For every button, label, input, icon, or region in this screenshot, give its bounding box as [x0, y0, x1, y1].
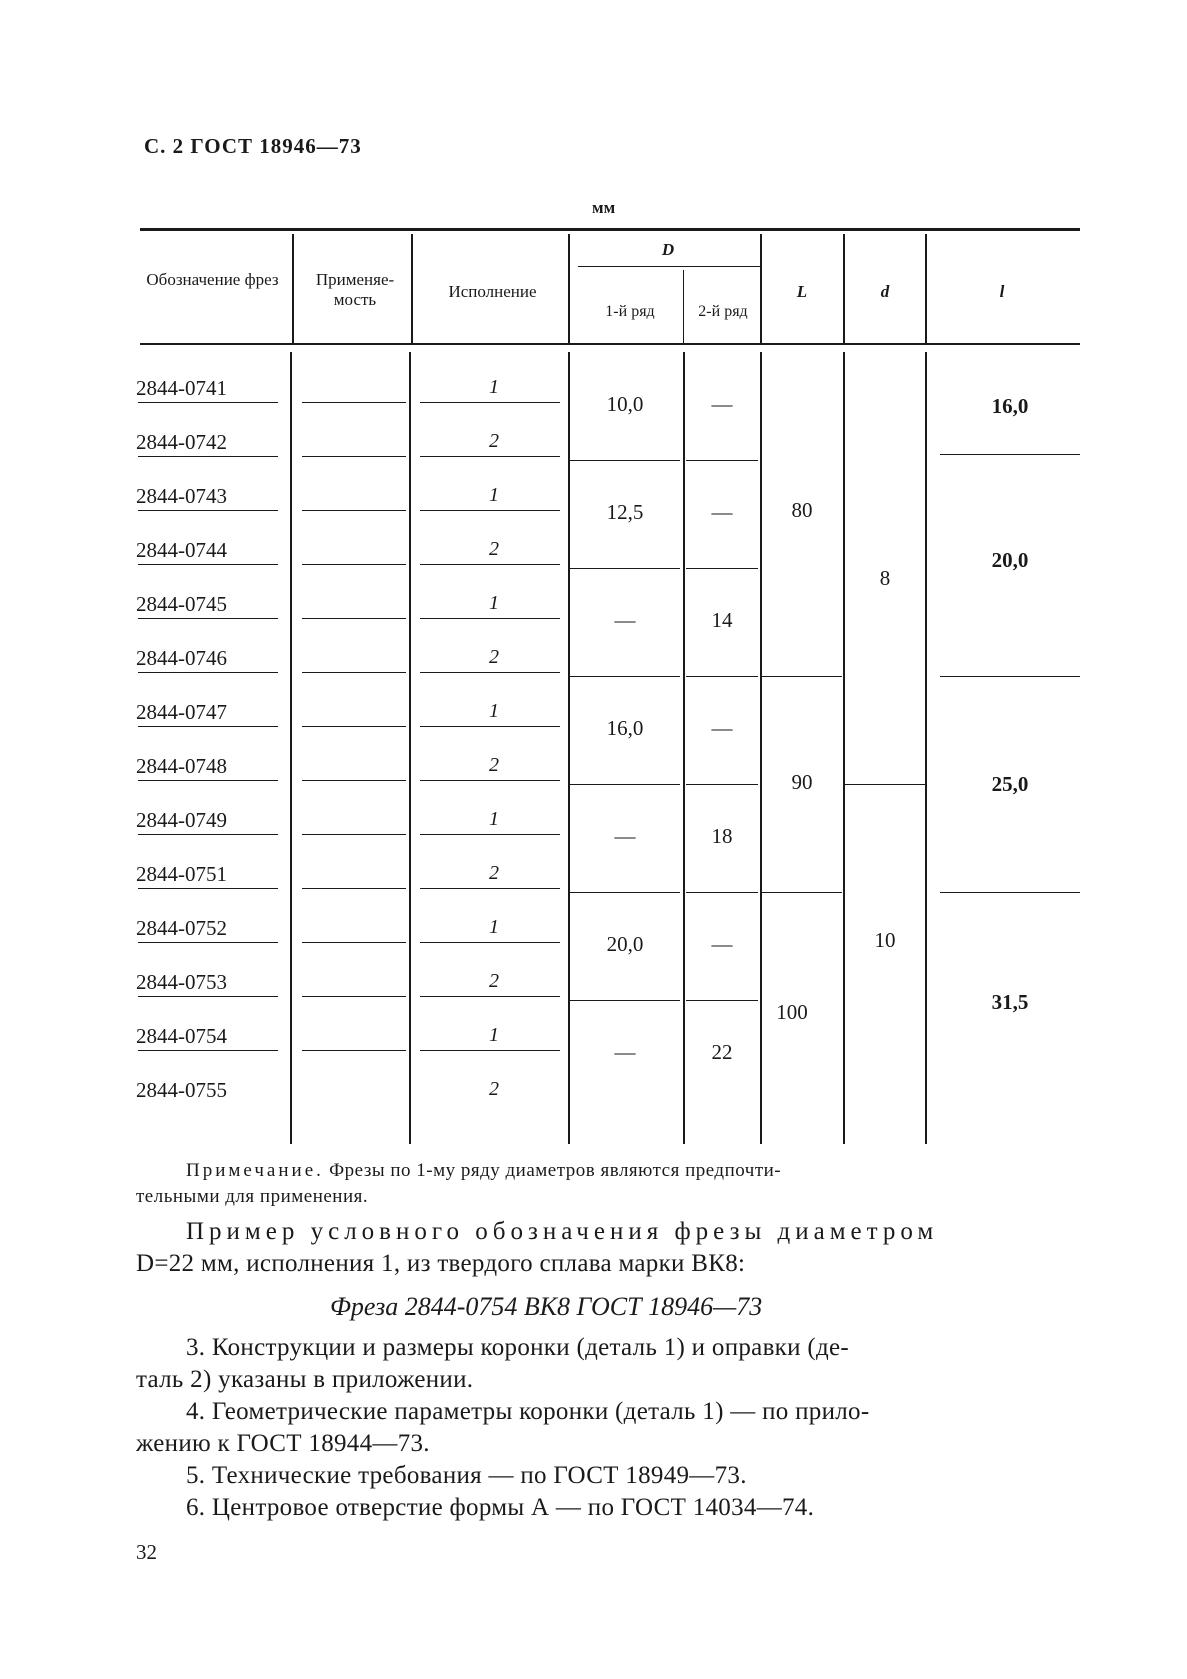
row-underline	[138, 1050, 278, 1051]
col-sep	[411, 234, 413, 343]
L-rule	[762, 676, 842, 677]
item-5: 5. Технические требования — по ГОСТ 18949—73.	[186, 1462, 747, 1489]
execution-cell: 2	[489, 970, 499, 992]
item-4-cont: жению к ГОСТ 18944—73.	[136, 1430, 430, 1457]
row-underline	[420, 672, 560, 673]
designation-cell: 2844-0747	[136, 700, 227, 724]
d-cell: 10	[874, 928, 896, 952]
col-sep	[568, 234, 570, 343]
row-underline	[138, 726, 278, 727]
l-rule	[940, 892, 1080, 893]
row-underline	[138, 834, 278, 835]
d2-cell: —	[711, 500, 733, 524]
d1-cell: 16,0	[606, 716, 644, 740]
d2-rule	[686, 892, 758, 893]
row-underline	[138, 996, 278, 997]
d1-cell: 12,5	[606, 500, 644, 524]
execution-cell: 1	[489, 808, 499, 830]
d1-cell: 20,0	[606, 932, 644, 956]
item-6: 6. Центровое отверстие формы А — по ГОСТ 14034—74.	[186, 1494, 815, 1521]
row-underline	[138, 888, 278, 889]
designation-cell: 2844-0744	[136, 538, 227, 562]
row-underline	[420, 780, 560, 781]
d1-cell: —	[614, 824, 636, 848]
col-header-execution: Исполнение	[448, 282, 537, 301]
example-intro: Пример условного обозначения фрезы диаметром	[186, 1218, 939, 1245]
d2-cell: —	[711, 716, 733, 740]
d1-rule	[570, 1000, 680, 1001]
col-header-designation: Обозначение фрез	[146, 270, 279, 289]
row-underline	[420, 834, 560, 835]
row-underline	[420, 564, 560, 565]
row-underline	[302, 618, 406, 619]
row-underline	[138, 780, 278, 781]
example-designation: Фреза 2844-0754 ВК8 ГОСТ 18946—73	[330, 1292, 763, 1321]
row-underline	[302, 996, 406, 997]
execution-cell: 1	[489, 592, 499, 614]
l-rule	[940, 676, 1080, 677]
col-header-L: L	[796, 282, 808, 301]
d1-rule	[570, 892, 680, 893]
page-number: 32	[136, 1540, 157, 1564]
l-cell: 16,0	[991, 394, 1029, 418]
row-underline	[138, 618, 278, 619]
execution-cell: 1	[489, 700, 499, 722]
execution-cell: 2	[489, 754, 499, 776]
row-underline	[302, 780, 406, 781]
col-sep	[290, 352, 292, 1144]
table-header-rule	[140, 343, 1080, 345]
col-header-D-row2: 2-й ряд	[698, 303, 748, 320]
row-underline	[138, 510, 278, 511]
L-cell: 100	[776, 1000, 808, 1024]
execution-cell: 1	[489, 1024, 499, 1046]
L-cell: 90	[791, 770, 813, 794]
l-cell: 20,0	[991, 548, 1029, 572]
designation-cell: 2844-0743	[136, 484, 227, 508]
note-text: Фрезы по 1-му ряду диаметров являются предпочти-	[329, 1160, 782, 1181]
row-underline	[420, 726, 560, 727]
item-4: 4. Геометрические параметры коронки (деталь 1) — по прило-	[186, 1398, 870, 1425]
col-sep	[409, 352, 411, 1144]
designation-cell: 2844-0749	[136, 808, 227, 832]
table-note-line2: тельными для применения.	[136, 1186, 369, 1207]
col-header-l: l	[999, 282, 1005, 301]
col-sep	[843, 352, 845, 1144]
row-underline	[420, 510, 560, 511]
table-note	[186, 1160, 1086, 1182]
execution-cell: 2	[489, 538, 499, 560]
L-cell: 80	[791, 498, 813, 522]
row-underline	[302, 402, 406, 403]
table-top-rule	[140, 228, 1080, 231]
execution-cell: 2	[489, 646, 499, 668]
d1-rule	[570, 460, 680, 461]
d1-cell: —	[614, 608, 636, 632]
designation-cell: 2844-0753	[136, 970, 227, 994]
d2-cell: —	[711, 932, 733, 956]
d2-cell: 22	[711, 1040, 733, 1064]
l-cell: 31,5	[991, 990, 1029, 1014]
col-sep	[760, 352, 762, 1144]
l-cell: 25,0	[991, 772, 1029, 796]
l-rule	[940, 454, 1080, 455]
col-header-d: d	[880, 282, 890, 301]
d-cell: 8	[879, 566, 891, 590]
designation-cell: 2844-0742	[136, 430, 227, 454]
row-underline	[420, 996, 560, 997]
row-underline	[302, 942, 406, 943]
designation-cell: 2844-0748	[136, 754, 227, 778]
designation-cell: 2844-0746	[136, 646, 227, 670]
designation-cell: 2844-0741	[136, 376, 227, 400]
execution-cell: 2	[489, 862, 499, 884]
d2-rule	[686, 1000, 758, 1001]
L-rule	[762, 892, 842, 893]
d-rule	[845, 784, 925, 785]
d1-rule	[570, 784, 680, 785]
col-sep	[292, 234, 294, 343]
row-underline	[302, 726, 406, 727]
row-underline	[302, 564, 406, 565]
execution-cell: 2	[489, 1078, 499, 1100]
row-underline	[138, 456, 278, 457]
execution-cell: 1	[489, 376, 499, 398]
d2-rule	[686, 460, 758, 461]
row-underline	[420, 1050, 560, 1051]
item-3-cont: таль 2) указаны в приложении.	[136, 1366, 474, 1393]
row-underline	[138, 942, 278, 943]
designation-cell: 2844-0755	[136, 1078, 227, 1102]
page-header: С. 2 ГОСТ 18946—73	[144, 134, 362, 158]
d1-cell: 10,0	[606, 392, 644, 416]
d2-cell: 14	[711, 608, 733, 632]
col-header-applicability: Применяе-мость	[315, 270, 395, 309]
row-underline	[302, 510, 406, 511]
row-underline	[302, 456, 406, 457]
row-underline	[138, 402, 278, 403]
d1-rule	[570, 676, 680, 677]
d2-cell: 18	[711, 824, 733, 848]
execution-cell: 2	[489, 430, 499, 452]
d2-cell: —	[711, 392, 733, 416]
d1-rule	[570, 568, 680, 569]
row-underline	[302, 834, 406, 835]
row-underline	[138, 672, 278, 673]
note-label: Примечание.	[186, 1160, 324, 1181]
row-underline	[420, 942, 560, 943]
row-underline	[420, 888, 560, 889]
designation-cell: 2844-0752	[136, 916, 227, 940]
col-header-D: D	[661, 240, 675, 259]
designation-cell: 2844-0754	[136, 1024, 227, 1048]
col-sep	[925, 352, 927, 1144]
d2-rule	[686, 784, 758, 785]
unit-label: мм	[592, 198, 616, 217]
col-header-D-row1: 1-й ряд	[605, 303, 655, 320]
designation-cell: 2844-0745	[136, 592, 227, 616]
d-header-rule	[578, 266, 760, 267]
col-sep	[683, 352, 685, 1144]
example-intro-line2: D=22 мм, исполнения 1, из твердого сплава марки ВК8:	[136, 1250, 746, 1277]
d2-rule	[686, 676, 758, 677]
d1-cell: —	[614, 1040, 636, 1064]
row-underline	[302, 672, 406, 673]
execution-cell: 1	[489, 916, 499, 938]
d2-rule	[686, 568, 758, 569]
row-underline	[420, 456, 560, 457]
col-sep	[568, 352, 570, 1144]
row-underline	[302, 1050, 406, 1051]
row-underline	[420, 618, 560, 619]
item-3: 3. Конструкции и размеры коронки (деталь 1) и оправки (де-	[186, 1334, 850, 1361]
row-underline	[302, 888, 406, 889]
execution-cell: 1	[489, 484, 499, 506]
designation-cell: 2844-0751	[136, 862, 227, 886]
row-underline	[138, 564, 278, 565]
row-underline	[420, 402, 560, 403]
